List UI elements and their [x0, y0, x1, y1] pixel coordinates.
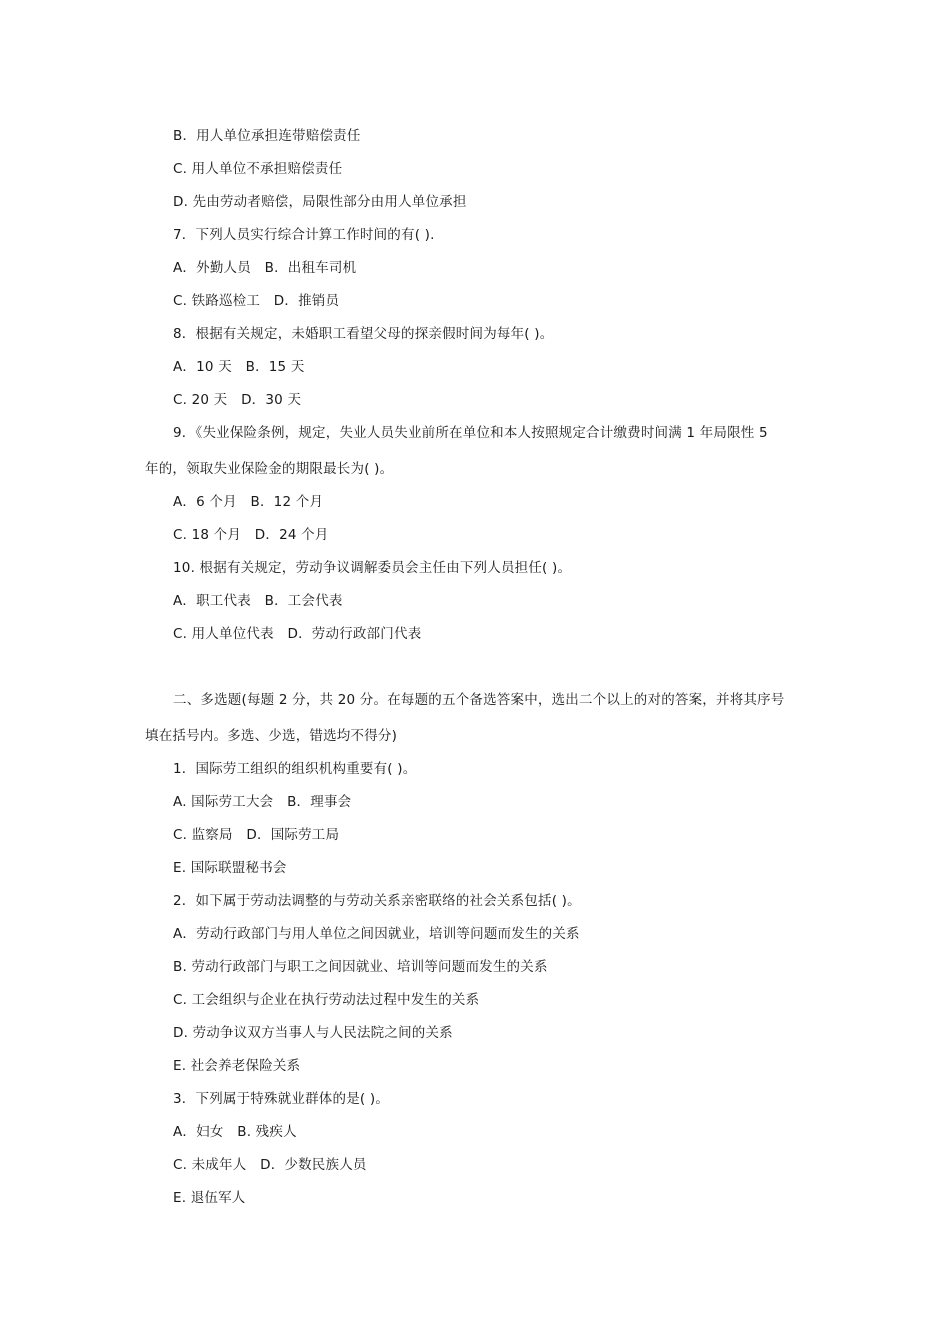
- option-line: C. 用人单位不承担赔偿责任: [173, 161, 343, 177]
- question-line: 7．下列人员实行综合计算工作时间的有( ).: [173, 227, 435, 243]
- option-line: A．10 天 B．15 天: [173, 359, 305, 375]
- option-line: E. 退伍军人: [173, 1190, 246, 1206]
- option-line: C. 20 天 D．30 天: [173, 392, 302, 408]
- option-line: A. 国际劳工大会 B．理事会: [173, 794, 352, 810]
- option-line: A．劳动行政部门与用人单位之间因就业，培训等问题而发生的关系: [173, 926, 580, 942]
- option-line: A．外勤人员 B．出租车司机: [173, 260, 357, 276]
- option-line: B．用人单位承担连带赔偿责任: [173, 128, 361, 144]
- question-line: 2．如下属于劳动法调整的与劳动关系亲密联络的社会关系包括( )。: [173, 893, 581, 909]
- option-line: B. 劳动行政部门与职工之间因就业、培训等问题而发生的关系: [173, 959, 548, 975]
- question-line: 9．《失业保险条例，规定，失业人员失业前所在单位和本人按照规定合计缴费时间满 1 年局限性 5: [173, 425, 768, 441]
- question-line: 10. 根据有关规定，劳动争议调解委员会主任由下列人员担任( )。: [173, 560, 572, 576]
- section-heading-continued: 填在括号内。多选、少选，错选均不得分): [145, 728, 398, 744]
- option-line: D. 先由劳动者赔偿，局限性部分由用人单位承担: [173, 194, 467, 210]
- option-line: C. 用人单位代表 D．劳动行政部门代表: [173, 626, 422, 642]
- option-line: A．6 个月 B．12 个月: [173, 494, 324, 510]
- option-line: A．职工代表 B．工会代表: [173, 593, 343, 609]
- question-line: 8．根据有关规定，未婚职工看望父母的探亲假时间为每年( )。: [173, 326, 554, 342]
- option-line: C. 铁路巡检工 D．推销员: [173, 293, 340, 309]
- section-heading: 二、多选题(每题 2 分，共 20 分。在每题的五个备选答案中，选出二个以上的对的答案，并将其序号: [173, 692, 785, 708]
- question-line: 3．下列属于特殊就业群体的是( )。: [173, 1091, 390, 1107]
- option-line: E. 国际联盟秘书会: [173, 860, 287, 876]
- question-line: 1．国际劳工组织的组织机构重要有( )。: [173, 761, 417, 777]
- option-line: C. 18 个月 D．24 个月: [173, 527, 329, 543]
- question-line-continued: 年的，领取失业保险金的期限最长为( )。: [145, 461, 394, 477]
- option-line: C. 工会组织与企业在执行劳动法过程中发生的关系: [173, 992, 480, 1008]
- option-line: D. 劳动争议双方当事人与人民法院之间的关系: [173, 1025, 453, 1041]
- option-line: E. 社会养老保险关系: [173, 1058, 301, 1074]
- option-line: C. 监察局 D．国际劳工局: [173, 827, 340, 843]
- option-line: C. 未成年人 D．少数民族人员: [173, 1157, 367, 1173]
- option-line: A．妇女 B. 残疾人: [173, 1124, 297, 1140]
